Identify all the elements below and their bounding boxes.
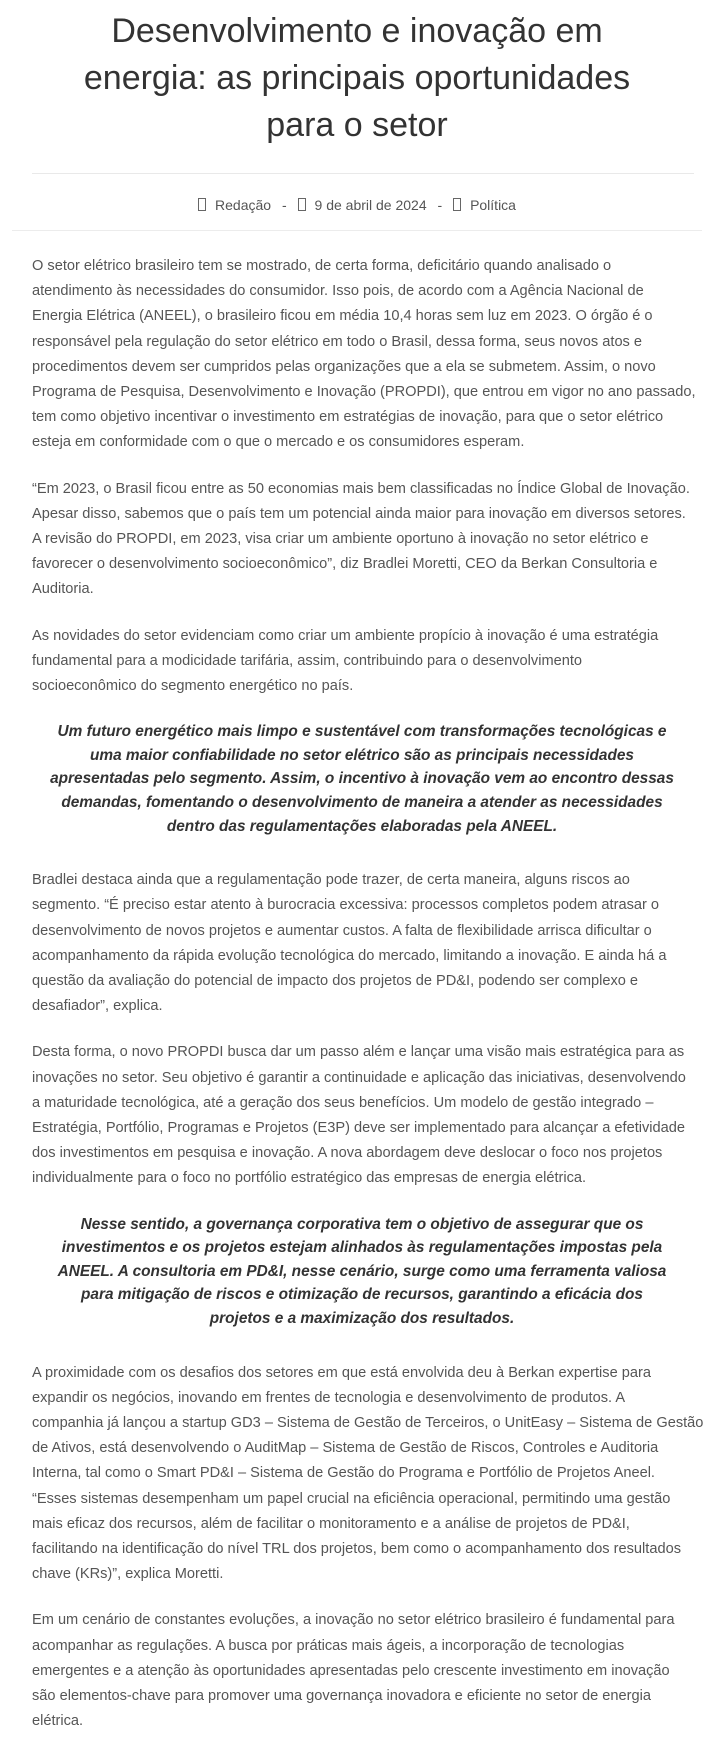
text-line: Estratégia, Portfólio, Programas e Projetos (E3P) deve ser implementado para alcançar a efetividade [32, 1120, 685, 1137]
text-line: A revisão do PROPDI, em 2023, visa criar um ambiente oportuno à inovação no setor elétrico e [32, 531, 649, 548]
text-line: A proximidade com os desafios dos setores em que está envolvida deu à Berkan expertise para [32, 1364, 651, 1381]
text-line: acompanhamento da rápida evolução tecnológica do mercado, limitando a inovação. E ainda há a [32, 947, 667, 964]
text-line: Nesse sentido, a governança corporativa tem o objetivo de assegurar que os [80, 1215, 644, 1233]
text-line: Apesar disso, sabemos que o país tem um potencial ainda maior para inovação em diversos setores. [32, 505, 686, 522]
text-line: chave (KRs)”, explica Moretti. [32, 1566, 224, 1583]
text-line: para mitigação de riscos e otimização de recursos, garantindo a eficácia dos [81, 1286, 643, 1304]
folder-icon [453, 198, 461, 211]
text-line: dentro das regulamentações elaboradas pela ANEEL. [166, 817, 558, 835]
meta-author[interactable]: Redação [215, 197, 272, 213]
title-line: energia: as principais oportunidades [83, 59, 631, 97]
meta-category[interactable]: Política [470, 197, 516, 213]
text-line: ANEEL. A consultoria em PD&I, nesse cenário, surge como uma ferramenta valiosa [57, 1262, 667, 1280]
paragraph [32, 1040, 692, 1191]
text-line: facilitando na identificação do nível TRL dos projetos, bem como o acompanhamento dos resultados [32, 1541, 681, 1558]
paragraph [32, 1608, 692, 1734]
text-line: atendimento às necessidades do consumidor. Isso pois, de acordo com a Agência Nacional de [32, 283, 644, 300]
text-line: demandas, fomentando o desenvolvimento de maneira a atender as necessidades [61, 794, 663, 812]
text-line: desafiador”, explica. [32, 998, 163, 1015]
text-line: investimentos e os projetos estejam alinhados às regulamentações impostas pela [61, 1239, 663, 1257]
text-line: de Ativos, está desenvolvendo o AuditMap – Sistema de Gestão de Riscos, Controles e Auditoria [32, 1440, 659, 1457]
text-line: uma maior confiabilidade no setor elétrico são as principais necessidades [90, 746, 634, 764]
text-line: mais eficaz dos recursos, além de facilitar o monitoramento e a análise de projetos de PD&I, [32, 1515, 630, 1532]
article-title [0, 8, 714, 149]
title-line: Desenvolvimento e inovação em [111, 12, 603, 50]
text-line: “Esses sistemas desempenham um papel crucial na eficiência operacional, permitindo uma gestão [32, 1490, 671, 1507]
meta-separator: - [281, 197, 287, 213]
text-line: favorecer o desenvolvimento socioeconômico”, diz Bradlei Moretti, CEO da Berkan Consultoria e [32, 556, 658, 573]
meta-separator: - [437, 197, 443, 213]
text-line: fundamental para a modicidade tarifária, assim, contribuindo para o desenvolvimento [32, 652, 583, 669]
text-line: individualmente para o foco no portfólio estratégico das empresas de energia elétrica. [32, 1170, 587, 1187]
text-line: Programa de Pesquisa, Desenvolvimento e Inovação (PROPDI), que entrou em vigor no ano passado, [32, 384, 696, 401]
text-line: são elementos-chave para promover uma governança inovadora e eficiente no setor de energia [32, 1688, 651, 1705]
paragraph [32, 254, 696, 456]
text-line: As novidades do setor evidenciam como criar um ambiente propício à inovação é uma estratégia [32, 627, 659, 644]
meta-date: 9 de abril de 2024 [314, 197, 427, 213]
text-line: expandir os negócios, inovando em frentes de tecnologia e desenvolvimento de produtos. A [32, 1389, 626, 1406]
text-line: Um futuro energético mais limpo e sustentável com transformações tecnológicas e [57, 723, 667, 741]
text-line: Bradlei destaca ainda que a regulamentação pode trazer, de certa maneira, alguns riscos ao [32, 872, 630, 889]
meta-divider [12, 230, 702, 231]
text-line: tem como objetivo incentivar o investimento em estratégias de inovação, para que o setor elétrico [32, 409, 664, 426]
pull-quote [32, 720, 692, 838]
paragraph [32, 624, 692, 700]
text-line: inovações no setor. Seu objetivo é garantir a continuidade e aplicação das iniciativas, desenvolvendo [32, 1069, 686, 1086]
text-line: Interna, tal como o Smart PD&I – Sistema de Gestão do Programa e Portfólio de Projetos Aneel. [32, 1465, 655, 1482]
calendar-icon [298, 198, 306, 211]
text-line: Desta forma, o novo PROPDI busca dar um passo além e lançar uma visão mais estratégica para as [32, 1044, 685, 1061]
paragraph [32, 1361, 704, 1588]
title-divider [32, 173, 694, 174]
text-line: Energia Elétrica (ANEEL), o brasileiro ficou em média 10,4 horas sem luz em 2023. O órgão é o [32, 308, 653, 325]
text-line: socioeconômico do segmento energético no país. [32, 678, 354, 695]
text-line: Auditoria. [32, 581, 94, 598]
text-line: responsável pela regulação do setor elétrico em todo o Brasil, dessa forma, seus novos atos e [32, 333, 643, 350]
text-line: apresentadas pelo segmento. Assim, o incentivo à inovação vem ao encontro dessas [50, 770, 674, 788]
text-line: esteja em conformidade com o que o mercado e os consumidores esperam. [32, 434, 525, 451]
pull-quote [32, 1213, 692, 1331]
user-icon [198, 198, 206, 211]
text-line: segmento. “É preciso estar atento à burocracia excessiva: processos completos podem atrasar o [32, 897, 660, 914]
text-line: O setor elétrico brasileiro tem se mostrado, de certa forma, deficitário quando analisado o [32, 258, 612, 274]
text-line: dos investimentos em pesquisa e inovação. A nova abordagem deve deslocar o foco nos projetos [32, 1145, 663, 1162]
text-line: questão da avaliação do potencial de impacto dos projetos de PD&I, podendo ser complexo e [32, 973, 639, 990]
paragraph [32, 477, 692, 603]
text-line: Em um cenário de constantes evoluções, a inovação no setor elétrico brasileiro é fundamental para [32, 1612, 675, 1629]
text-line: projetos e a maximização dos resultados. [209, 1310, 515, 1328]
title-line: para o setor [266, 106, 448, 144]
text-line: procedimentos devem ser cumpridos pelas organizações que a ela se submetem. Assim, o novo [32, 358, 656, 375]
text-line: companhia já lançou a startup GD3 – Sistema de Gestão de Terceiros, o UnitEasy – Sistema de Gestão [32, 1415, 704, 1432]
paragraph [32, 868, 692, 1019]
text-line: desenvolvimento de novos projetos e aumentar custos. A falta de flexibilidade arrisca dificultar o [32, 922, 652, 939]
text-line: acompanhar as regulações. A busca por práticas mais ágeis, a incorporação de tecnologias [32, 1637, 625, 1654]
text-line: a maturidade tecnológica, até a geração dos seus benefícios. Um modelo de gestão integrado – [32, 1094, 654, 1111]
text-line: elétrica. [32, 1713, 84, 1730]
text-line: emergentes e a atenção às oportunidades apresentadas pelo crescente investimento em inovação [32, 1662, 670, 1679]
text-line: “Em 2023, o Brasil ficou entre as 50 economias mais bem classificadas no Índice Global de Inovação. [32, 480, 690, 497]
article-body [32, 254, 704, 1755]
article-meta [0, 195, 714, 215]
